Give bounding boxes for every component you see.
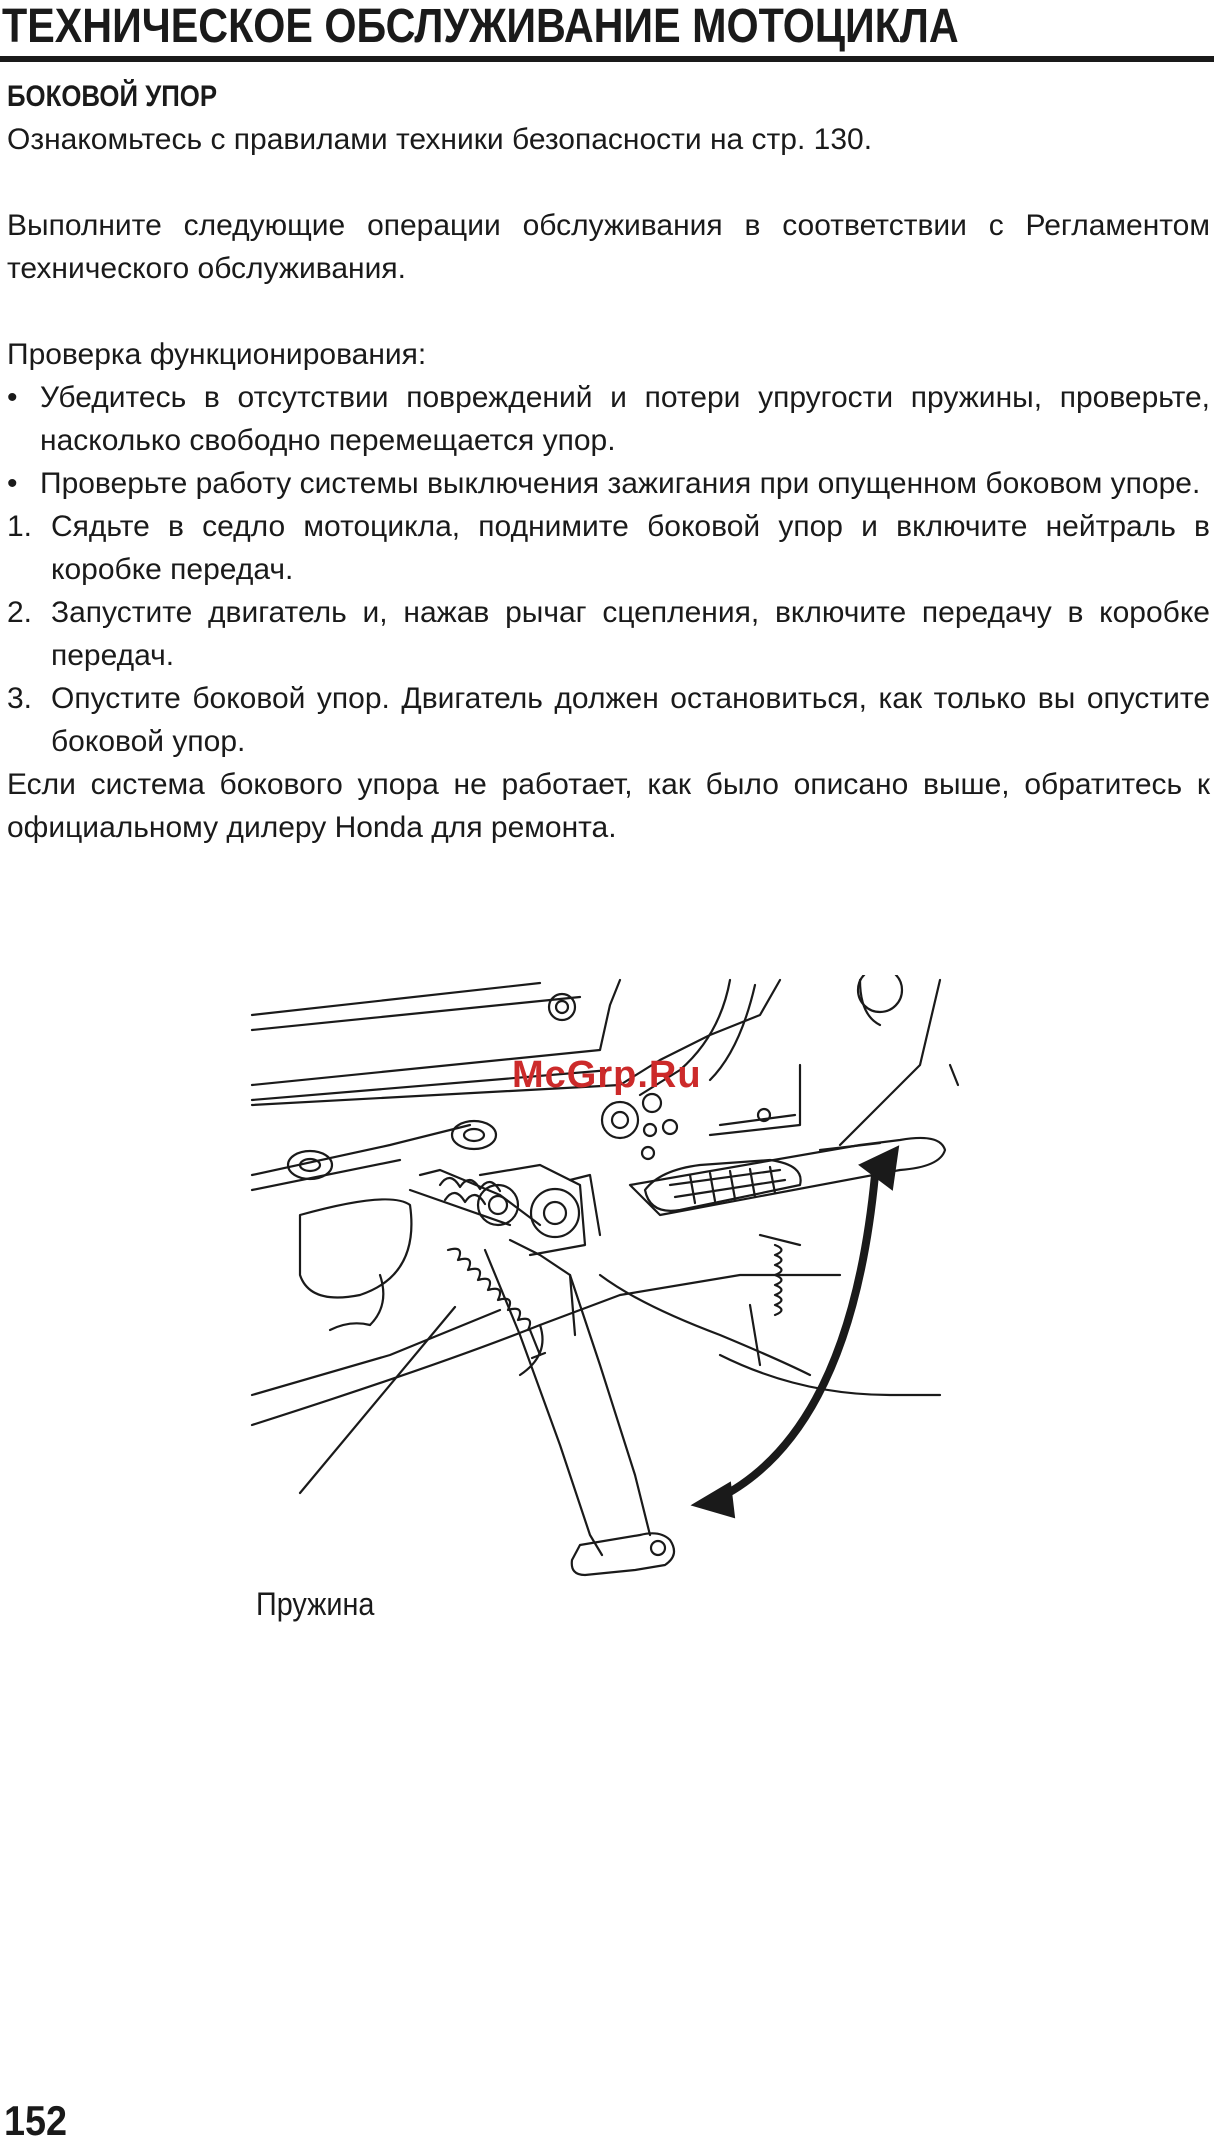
check-heading: Проверка функционирования:: [7, 338, 427, 371]
maintenance-note: Выполните следующие операции обслуживания в соответствии с Регламентом технического обслуживания.: [7, 209, 1210, 285]
section-heading: БОКОВОЙ УПОР: [7, 80, 218, 113]
page-number: 152: [4, 2097, 68, 2144]
page-title: ТЕХНИЧЕСКОЕ ОБСЛУЖИВАНИЕ МОТОЦИКЛА: [2, 0, 959, 53]
bullet-item: [7, 462, 1210, 505]
spacer: [7, 290, 1210, 333]
bullet-marker: •: [7, 381, 18, 414]
step-text: Сядьте в седло мотоцикла, поднимите боковой упор и включите нейтраль в коробке передач.: [51, 510, 1210, 586]
bullet-text: Проверьте работу системы выключения зажигания при опущенном боковом упоре.: [40, 467, 1201, 500]
closing-note: Если система бокового упора не работает, как было описано выше, обратитесь к официальному дилеру Honda для ремонта.: [7, 768, 1210, 844]
title-divider: [0, 56, 1214, 62]
spring-label: Пружина: [256, 1586, 375, 1622]
step-text: Опустите боковой упор. Двигатель должен остановиться, как только вы опустите боковой упор.: [51, 682, 1210, 758]
step-text: Запустите двигатель и, нажав рычаг сцепления, включите передачу в коробке передач.: [51, 596, 1210, 672]
main-content: [7, 76, 1210, 849]
bullet-item: [7, 376, 1210, 462]
step-number: 2.: [7, 596, 33, 629]
step-item: [7, 591, 1210, 677]
page-header: [0, 0, 1214, 66]
step-number: 3.: [7, 682, 33, 715]
spacer: [7, 161, 1210, 204]
bullet-text: Убедитесь в отсутствии повреждений и потери упругости пружины, проверьте, насколько свободно перемещается упор.: [40, 381, 1210, 457]
bullet-marker: •: [7, 467, 18, 500]
step-item: [7, 677, 1210, 763]
watermark-text: McGrp.Ru: [512, 1054, 702, 1096]
step-number: 1.: [7, 510, 33, 543]
step-item: [7, 505, 1210, 591]
safety-note: Ознакомьтесь с правилами техники безопасности на стр. 130.: [7, 123, 873, 156]
